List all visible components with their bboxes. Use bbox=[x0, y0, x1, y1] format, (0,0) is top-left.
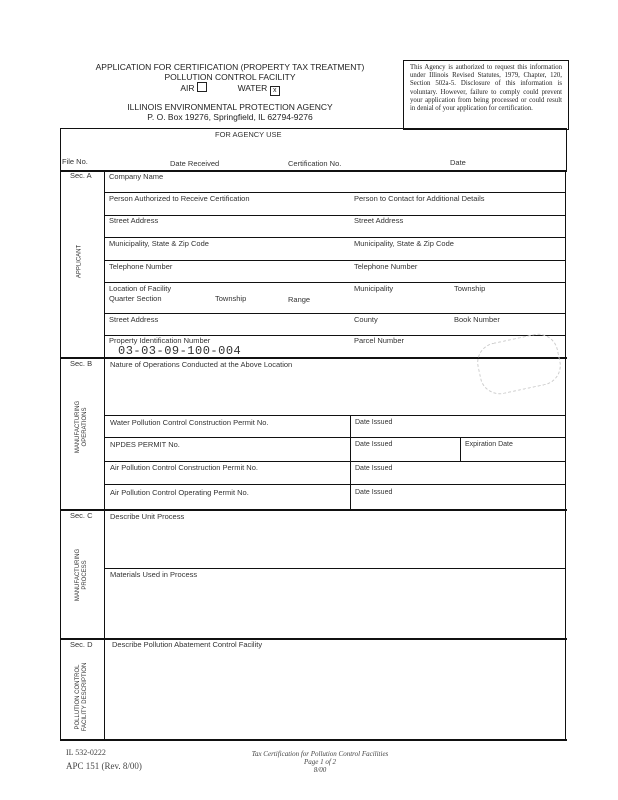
section-label-divider bbox=[104, 170, 105, 740]
agency-name: ILLINOIS ENVIRONMENTAL PROTECTION AGENCY bbox=[127, 102, 333, 112]
facility-municipality-field[interactable]: Municipality bbox=[354, 284, 394, 293]
book-number-field[interactable]: Book Number bbox=[454, 315, 500, 324]
air-operating-date-field[interactable]: Date Issued bbox=[355, 489, 393, 496]
nature-of-operations-field[interactable]: Nature of Operations Conducted at the Above Location bbox=[110, 360, 293, 369]
contact-municipality-field[interactable]: Municipality, State & Zip Code bbox=[354, 239, 454, 248]
side-line-2: PROCESS bbox=[82, 560, 88, 590]
materials-field[interactable]: Materials Used in Process bbox=[110, 570, 198, 579]
side-line-2: OPERATIONS bbox=[82, 407, 88, 447]
rule bbox=[60, 509, 567, 511]
rule bbox=[104, 568, 565, 569]
unit-process-field[interactable]: Describe Unit Process bbox=[110, 512, 185, 521]
pollution-control-side-label bbox=[75, 657, 89, 737]
telephone-field[interactable]: Telephone Number bbox=[109, 262, 173, 271]
range-field[interactable]: Range bbox=[288, 295, 311, 304]
air-checkbox[interactable] bbox=[197, 82, 207, 92]
rule bbox=[104, 237, 565, 238]
street-address-field[interactable]: Street Address bbox=[109, 216, 159, 225]
agency-use-title: FOR AGENCY USE bbox=[215, 130, 282, 139]
frame-right bbox=[565, 170, 566, 740]
form-title: APPLICATION FOR CERTIFICATION (PROPERTY TAX TREATMENT) bbox=[95, 62, 365, 72]
frame-left bbox=[60, 170, 61, 740]
rule bbox=[350, 415, 351, 509]
sec-d-label: Sec. D bbox=[70, 640, 93, 649]
person-contact-field[interactable]: Person to Contact for Additional Details bbox=[354, 194, 485, 203]
sec-c-label: Sec. C bbox=[70, 511, 93, 520]
sec-b-label: Sec. B bbox=[70, 359, 93, 368]
contact-street-address-field[interactable]: Street Address bbox=[354, 216, 404, 225]
rule bbox=[104, 313, 565, 314]
rule bbox=[104, 484, 565, 485]
air-operating-permit-field[interactable]: Air Pollution Control Operating Permit No. bbox=[110, 488, 249, 497]
air-label: AIR bbox=[180, 83, 195, 93]
footer-center bbox=[210, 750, 430, 774]
page-number: Page 1 of 2 bbox=[303, 758, 337, 766]
side-line-1: MANUFACTURING bbox=[75, 400, 81, 454]
media-checkboxes bbox=[60, 82, 400, 96]
manufacturing-operations-side-label bbox=[75, 387, 89, 467]
rule bbox=[104, 260, 565, 261]
rule bbox=[104, 415, 565, 416]
contact-telephone-field[interactable]: Telephone Number bbox=[354, 262, 418, 271]
form-subtitle: POLLUTION CONTROL FACILITY bbox=[164, 72, 296, 82]
date-label: Date bbox=[450, 158, 466, 167]
abatement-facility-field[interactable]: Describe Pollution Abatement Control Facility bbox=[112, 640, 263, 649]
manufacturing-process-side-label bbox=[75, 535, 89, 615]
rule bbox=[104, 282, 565, 283]
pin-value[interactable]: 03-03-09-100-004 bbox=[118, 344, 242, 358]
npdes-expiration-field[interactable]: Expiration Date bbox=[465, 441, 513, 448]
rule bbox=[60, 739, 567, 741]
certification-no-label: Certification No. bbox=[288, 159, 342, 168]
footer-title: Tax Certification for Pollution Control Facilities bbox=[251, 750, 389, 758]
rule bbox=[104, 215, 565, 216]
sec-a-label: Sec. A bbox=[70, 171, 92, 180]
date-received-label: Date Received bbox=[170, 159, 220, 168]
side-line-1: POLLUTION CONTROL bbox=[75, 664, 81, 730]
rule bbox=[460, 437, 461, 461]
facility-street-field[interactable]: Street Address bbox=[109, 315, 159, 324]
npdes-date-field[interactable]: Date Issued bbox=[355, 441, 393, 448]
rule bbox=[104, 437, 565, 438]
location-label: Location of Facility bbox=[109, 284, 172, 293]
person-authorized-field[interactable]: Person Authorized to Receive Certification bbox=[109, 194, 250, 203]
company-name-field[interactable]: Company Name bbox=[109, 172, 164, 181]
parcel-number-field[interactable]: Parcel Number bbox=[354, 336, 405, 345]
water-permit-date-field[interactable]: Date Issued bbox=[355, 419, 393, 426]
township-field[interactable]: Township bbox=[215, 294, 247, 303]
file-no-label: File No. bbox=[62, 157, 88, 166]
water-permit-field[interactable]: Water Pollution Control Construction Permit No. bbox=[110, 418, 269, 427]
form-number: IL 532-0222 bbox=[66, 748, 106, 757]
received-stamp bbox=[473, 330, 564, 398]
air-construction-permit-field[interactable]: Air Pollution Control Construction Permit No. bbox=[110, 463, 258, 472]
facility-township-field[interactable]: Township bbox=[454, 284, 486, 293]
side-line-1: MANUFACTURING bbox=[75, 548, 81, 602]
npdes-permit-field[interactable]: NPDES PERMIT No. bbox=[110, 440, 180, 449]
water-checkbox[interactable]: x bbox=[270, 86, 280, 96]
quarter-section-field[interactable]: Quarter Section bbox=[109, 294, 162, 303]
apc-revision: APC 151 (Rev. 8/00) bbox=[66, 761, 142, 771]
water-label: WATER bbox=[237, 83, 268, 93]
pin-label: Property Identification Number bbox=[109, 336, 211, 345]
rule bbox=[104, 192, 565, 193]
agency-address: P. O. Box 19276, Springfield, IL 62794-9276 bbox=[147, 112, 313, 122]
applicant-side-label: APPLICANT bbox=[76, 244, 83, 279]
footer-date: 8/00 bbox=[313, 766, 327, 774]
air-construction-date-field[interactable]: Date Issued bbox=[355, 465, 393, 472]
rule bbox=[104, 461, 565, 462]
side-line-2: FACILITY DESCRIPTION bbox=[82, 662, 88, 732]
disclosure-notice: This Agency is authorized to request this information under Illinois Revised Statutes, 1979, Chapter, 120, Section 502a-5. Disclosure of this information is voluntary. However, failure to comply could prevent your application from being processed or could result in denial of your application for certification. bbox=[403, 60, 569, 130]
municipality-field[interactable]: Municipality, State & Zip Code bbox=[109, 239, 209, 248]
county-field[interactable]: County bbox=[354, 315, 378, 324]
